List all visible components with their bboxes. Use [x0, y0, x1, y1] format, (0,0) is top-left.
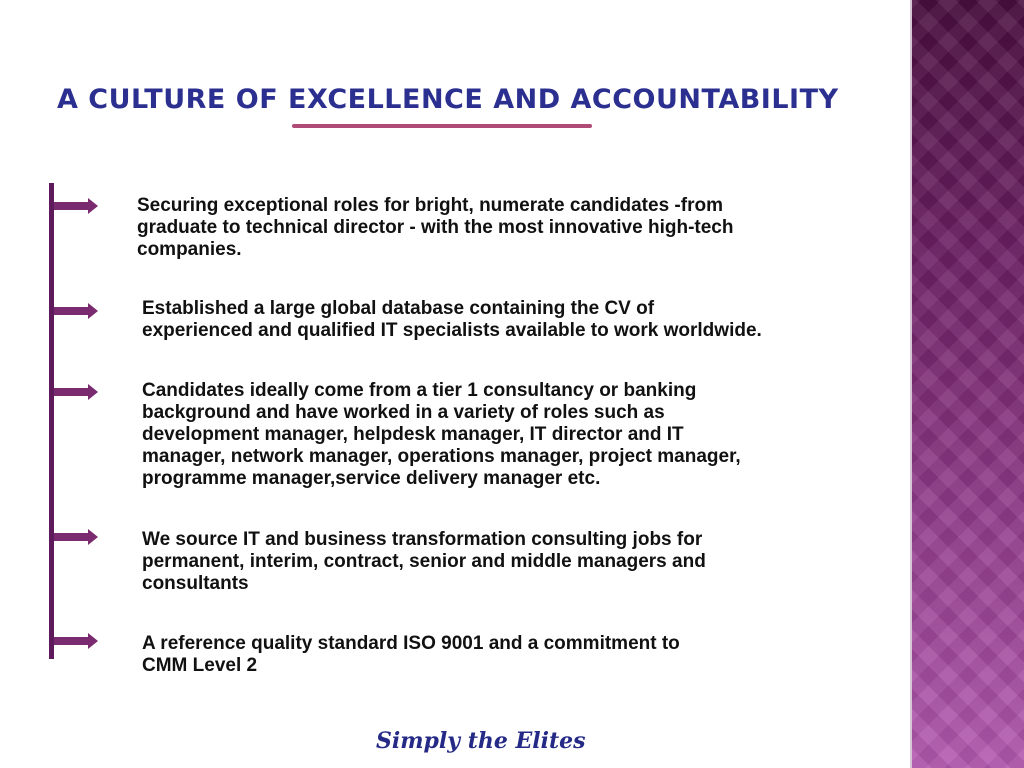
right-arrow-icon: [54, 384, 98, 400]
bullet-text: Securing exceptional roles for bright, numerate candidates -from graduate to technical director - with the most innovative high-tech companies.: [137, 195, 734, 260]
footer-tagline: Simply the Elites: [376, 728, 586, 754]
decorative-side-band: [912, 0, 1024, 768]
timeline-bar: [49, 183, 54, 659]
slide-title: A CULTURE OF EXCELLENCE AND ACCOUNTABILITY: [57, 84, 839, 115]
side-band-edge: [910, 0, 912, 768]
bullet-text: We source IT and business transformation consulting jobs for permanent, interim, contract, senior and middle managers and consultants: [142, 529, 706, 594]
right-arrow-icon: [54, 303, 98, 319]
right-arrow-icon: [54, 198, 98, 214]
bullet-text: Established a large global database containing the CV of experienced and qualified IT specialists available to work worldwide.: [142, 298, 762, 341]
bullet-text: A reference quality standard ISO 9001 and a commitment to CMM Level 2: [142, 633, 680, 676]
right-arrow-icon: [54, 529, 98, 545]
right-arrow-icon: [54, 633, 98, 649]
bullet-text: Candidates ideally come from a tier 1 consultancy or banking background and have worked in a variety of roles such as development manager, helpdesk manager, IT director and IT manager, network manager, operations manager, project manager, programme manager,service delivery manager etc.: [142, 380, 741, 489]
title-underline: [292, 124, 592, 128]
